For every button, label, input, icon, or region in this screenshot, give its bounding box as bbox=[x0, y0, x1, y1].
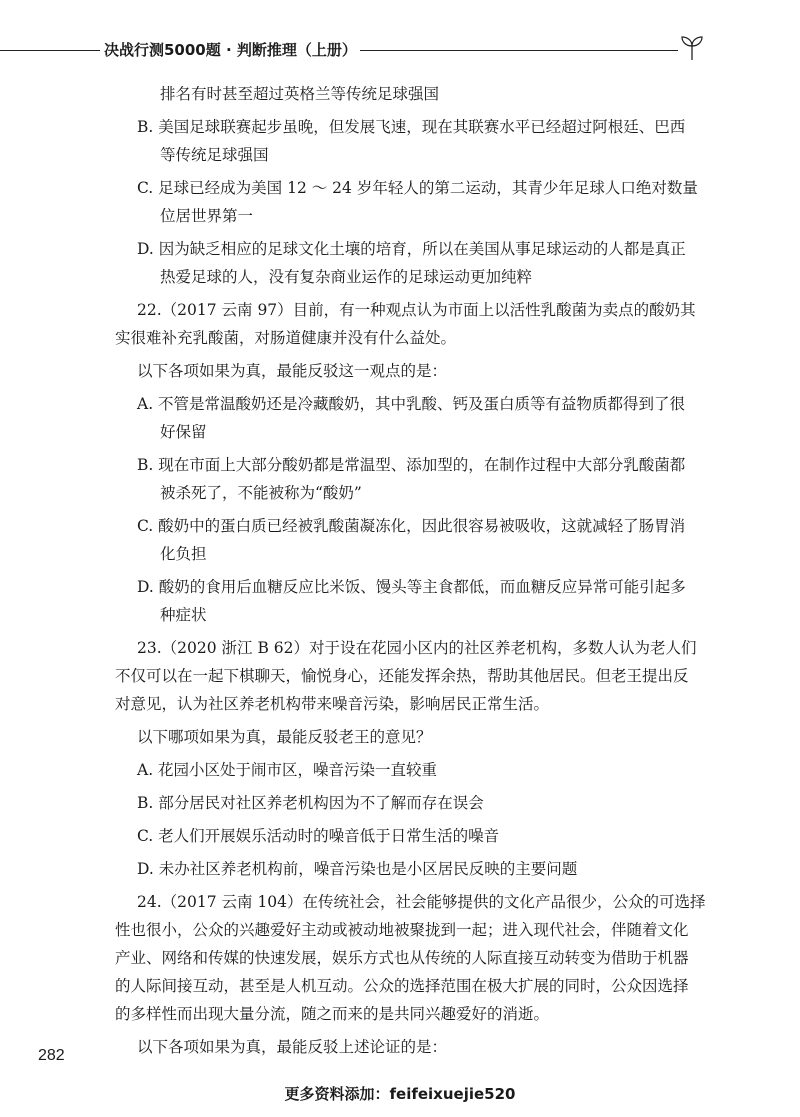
book-title: 决战行测5000题 · 判断推理（上册） bbox=[104, 41, 357, 59]
q22-option-c-cont: 化负担 bbox=[160, 545, 207, 563]
q21-option-d: D. 因为缺乏相应的足球文化土壤的培育，所以在美国从事足球运动的人都是真正 bbox=[137, 240, 686, 258]
q24-stem-cont-4: 的多样性而出现大量分流，随之而来的是共同兴趣爱好的消逝。 bbox=[115, 1005, 550, 1023]
q23-stem-cont-2: 对意见，认为社区养老机构带来噪音污染，影响居民正常生活。 bbox=[115, 695, 550, 713]
q22-option-d-cont: 种症状 bbox=[160, 606, 207, 624]
q22-stem-cont: 实很难补充乳酸菌，对肠道健康并没有什么益处。 bbox=[115, 329, 457, 347]
q22-option-a-cont: 好保留 bbox=[160, 423, 207, 441]
q21-option-b-cont: 等传统足球强国 bbox=[160, 146, 269, 164]
page-number: 282 bbox=[38, 1047, 65, 1064]
running-header bbox=[0, 36, 800, 66]
q23-option-c: C. 老人们开展娱乐活动时的噪音低于日常生活的噪音 bbox=[137, 827, 500, 845]
q23-option-b: B. 部分居民对社区养老机构因为不了解而存在误会 bbox=[137, 794, 484, 812]
q21-option-c: C. 足球已经成为美国 12 ～ 24 岁年轻人的第二运动，其青少年足球人口绝对数量 bbox=[137, 179, 698, 197]
header-rule-left bbox=[0, 50, 100, 51]
q23-option-a: A. 花园小区处于闹市区，噪音污染一直较重 bbox=[137, 761, 438, 779]
q24-prompt: 以下各项如果为真，最能反驳上述论证的是： bbox=[137, 1038, 448, 1056]
q22-option-c: C. 酸奶中的蛋白质已经被乳酸菌凝冻化，因此很容易被吸收，这就减轻了肠胃消 bbox=[137, 517, 686, 535]
q22-option-b: B. 现在市面上大部分酸奶都是常温型、添加型的，在制作过程中大部分乳酸菌都 bbox=[137, 456, 686, 474]
q21-option-d-cont: 热爱足球的人，没有复杂商业运作的足球运动更加纯粹 bbox=[160, 268, 533, 286]
q23-stem: 23.（2020 浙江 B 62）对于设在花园小区内的社区养老机构，多数人认为老人们 bbox=[137, 639, 697, 657]
q22-prompt: 以下各项如果为真，最能反驳这一观点的是： bbox=[137, 362, 448, 380]
q21-option-b: B. 美国足球联赛起步虽晚，但发展飞速，现在其联赛水平已经超过阿根廷、巴西 bbox=[137, 118, 686, 136]
q23-option-d: D. 未办社区养老机构前，噪音污染也是小区居民反映的主要问题 bbox=[137, 860, 578, 878]
q22-option-b-cont: 被杀死了，不能被称为“酸奶” bbox=[160, 484, 362, 502]
footer-note: 更多资料添加：feifeixuejie520 bbox=[284, 1085, 516, 1103]
q22-option-a: A. 不管是常温酸奶还是冷藏酸奶，其中乳酸、钙及蛋白质等有益物质都得到了很 bbox=[137, 395, 686, 413]
q23-stem-cont-1: 不仅可以在一起下棋聊天，愉悦身心，还能发挥余热，帮助其他居民。但老王提出反 bbox=[115, 667, 689, 685]
q24-stem: 24.（2017 云南 104）在传统社会，社会能够提供的文化产品很少，公众的可选择 bbox=[137, 893, 706, 911]
page-body bbox=[0, 80, 800, 1061]
q22-option-d: D. 酸奶的食用后血糖反应比米饭、馒头等主食都低，而血糖反应异常可能引起多 bbox=[137, 578, 686, 596]
q23-prompt: 以下哪项如果为真，最能反驳老王的意见？ bbox=[137, 728, 432, 746]
header-rule-right bbox=[360, 50, 678, 51]
q21-option-a-continuation: 排名有时甚至超过英格兰等传统足球强国 bbox=[160, 85, 440, 103]
q22-stem: 22.（2017 云南 97）目前，有一种观点认为市面上以活性乳酸菌为卖点的酸奶其 bbox=[137, 301, 696, 319]
sprout-icon bbox=[678, 34, 706, 62]
q24-stem-cont-2: 产业、网络和传媒的快速发展，娱乐方式也从传统的人际直接互动转变为借助于机器 bbox=[115, 949, 689, 967]
q21-option-c-cont: 位居世界第一 bbox=[160, 207, 254, 225]
q24-stem-cont-1: 性也很小，公众的兴趣爱好主动或被动地被聚拢到一起；进入现代社会，伴随着文化 bbox=[115, 921, 689, 939]
q24-stem-cont-3: 的人际间接互动，甚至是人机互动。公众的选择范围在极大扩展的同时，公众因选择 bbox=[115, 977, 689, 995]
